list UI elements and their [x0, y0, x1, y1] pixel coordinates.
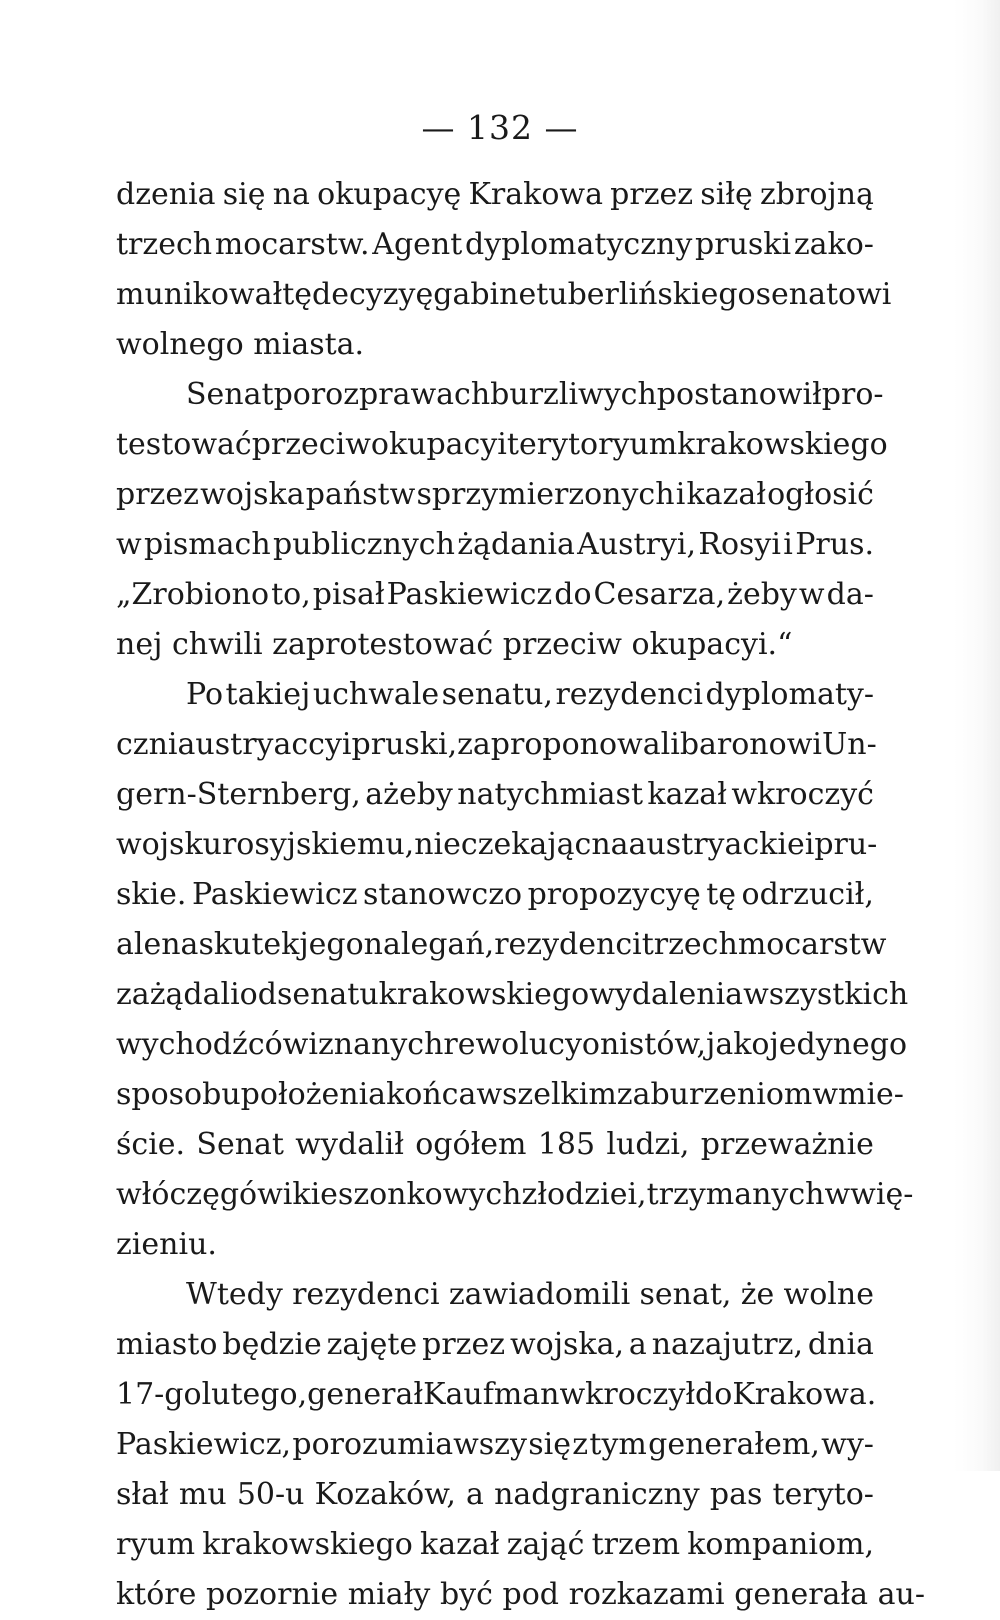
text-line: zażądali od senatu krakowskiego wydalenia wszystkich — [116, 977, 909, 1012]
text-line: czni austryaccy i pruski, zaproponowali baronowi Un- — [116, 727, 877, 762]
text-line: ryum krakowskiego kazał zająć trzem kompaniom, — [116, 1527, 874, 1562]
text-line: Paskiewicz, porozumiawszy się z tym generałem, wy- — [116, 1427, 874, 1462]
text-line: nej chwili zaprotestować przeciw okupacyi.“ — [116, 627, 793, 662]
text-line: wojsku rosyjskiemu, nie czekając na austryackie i pru- — [116, 827, 878, 862]
text-line: dzenia się na okupacyę Krakowa przez siłę zbrojną — [116, 177, 874, 212]
text-line: gern-Sternberg, ażeby natychmiast kazał wkroczyć — [116, 777, 874, 812]
text-line: Po takiej uchwale senatu, rezydenci dyplomaty- — [186, 677, 874, 712]
scan-edge — [954, 0, 1000, 1471]
text-line: trzech mocarstw. Agent dyplomatyczny pruski zako- — [116, 227, 874, 262]
page-number: — 132 — — [421, 108, 579, 147]
text-line: 17-go lutego, generał Kaufman wkroczył do Krakowa. — [116, 1377, 877, 1412]
text-line: testować przeciw okupacyi terytoryum krakowskiego — [116, 427, 888, 462]
text-line: które pozornie miały być pod rozkazami generała au- — [116, 1577, 925, 1612]
text-line: miasto będzie zajęte przez wojska, a nazajutrz, dnia — [116, 1327, 874, 1362]
text-line: w pismach publicznych żądania Austryi, Rosyi i Prus. — [116, 527, 874, 562]
text-line: munikował tę decyzyę gabinetu berlińskiego senatowi — [116, 277, 892, 312]
text-line: wolnego miasta. — [116, 327, 365, 362]
paragraph — [116, 170, 892, 370]
text-line: ście. Senat wydalił ogółem 185 ludzi, przeważnie — [116, 1127, 874, 1162]
paragraph — [116, 370, 888, 670]
paragraph — [116, 670, 914, 1270]
text-line: wychodźców i znanych rewolucyonistów, jako jedynego — [116, 1027, 908, 1062]
text-line: przez wojska państw sprzymierzonych i kazał ogłosić — [116, 477, 874, 512]
text-line: skie. Paskiewicz stanowczo propozycyę tę odrzucił, — [116, 877, 874, 912]
text-line: „Zrobiono to, pisał Paskiewicz do Cesarza, żeby w da- — [116, 577, 874, 612]
text-line: Wtedy rezydenci zawiadomili senat, że wolne — [186, 1277, 874, 1312]
text-line: słał mu 50-u Kozaków, a nadgraniczny pas teryto- — [116, 1477, 874, 1512]
paragraph — [116, 1270, 925, 1620]
text-line: ale na skutek jego nalegań, rezydenci trzech mocarstw — [116, 927, 887, 962]
text-line: sposobu położenia końca wszelkim zaburzeniom w mie- — [116, 1077, 904, 1112]
text-line: Senat po rozprawach burzliwych postanowił pro- — [186, 377, 884, 412]
text-line: włóczęgów i kieszonkowych złodziei, trzymanych w wię- — [116, 1177, 914, 1212]
text-line: zieniu. — [116, 1227, 217, 1262]
body-text — [116, 170, 925, 1620]
